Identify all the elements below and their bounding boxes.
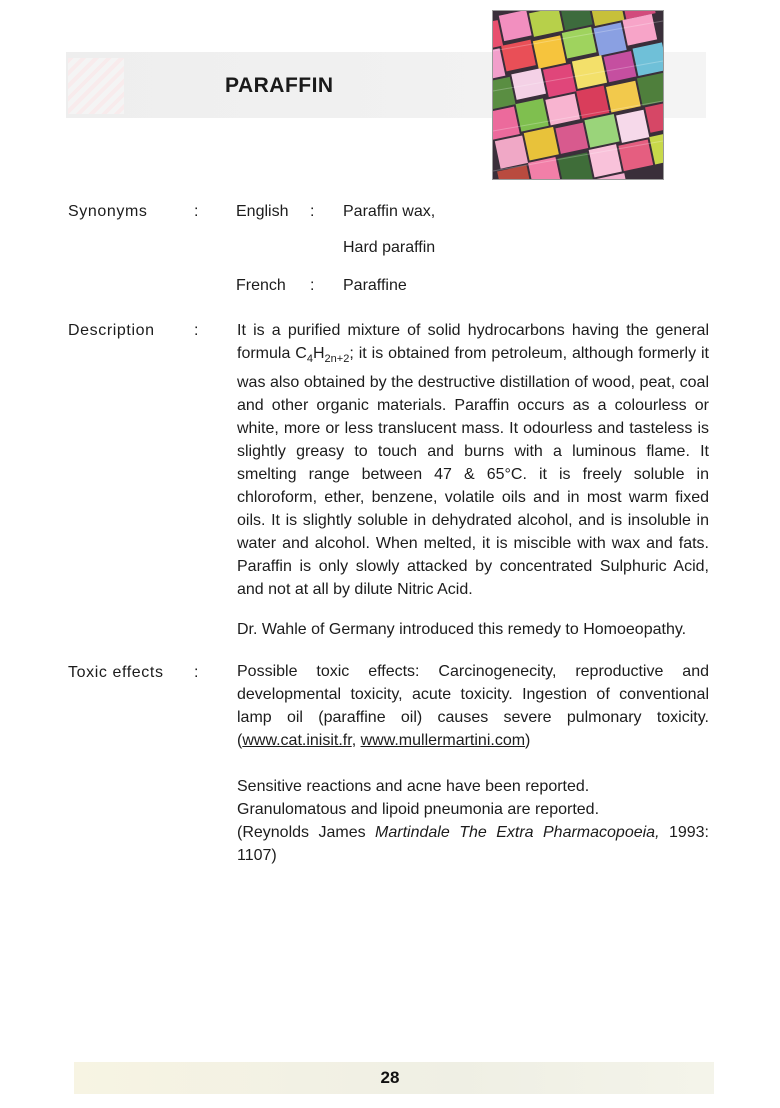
link-mullermartini[interactable]: www.mullermartini.com: [360, 732, 526, 749]
description-history: Dr. Wahle of Germany introduced this remedy to Homoeopathy.: [237, 621, 687, 638]
formula-subscript: 4: [306, 353, 313, 366]
formula-hydrogen: H: [312, 345, 325, 362]
toxic-line: Sensitive reactions and acne have been reported.: [237, 778, 590, 795]
link-open: (: [237, 732, 243, 749]
english-synonym: Hard paraffin: [343, 239, 436, 256]
english-label: English: [236, 203, 289, 220]
synonyms-colon: :: [194, 203, 199, 220]
reference-author: (Reynolds James: [237, 824, 376, 841]
toxic-effects-label: Toxic effects: [68, 664, 164, 681]
english-synonym: Paraffin wax,: [343, 203, 436, 220]
description-label: Description: [68, 322, 155, 339]
toxic-effects-colon: :: [194, 664, 199, 681]
toxic-effects-paragraph: [237, 660, 709, 752]
header-decoration: [68, 58, 124, 114]
page-title: PARAFFIN: [225, 74, 334, 97]
link-close: ): [525, 732, 531, 749]
french-synonym: Paraffine: [343, 277, 407, 294]
french-separator: :: [310, 277, 315, 294]
link-cat-inisit[interactable]: www.cat.inisit.fr: [242, 732, 352, 749]
paraffin-wax-image: [492, 10, 664, 180]
french-label: French: [236, 277, 286, 294]
link-separator: ,: [351, 732, 361, 749]
reference-year: 1993: 1107): [237, 824, 709, 864]
description-text: ; it is obtained from petroleum, although formerly it was also obtained by the destructive distillation of wood, peat, coal and other organic materials. Paraffin occurs as a colourless or white, more or less translucent mass. It odourless and tasteless is slightly greasy to touch and burns with a luminous flame. It smelting range between 47 & 65°C. it is freely soluble in chloroform, ether, benzene, volatile oils and in most warm fixed oils. It is slightly soluble in dehydrated alcohol, and is insoluble in water and alcohol. When melted, it is miscible with wax and fats. Paraffin is only slowly attacked by concentrated Sulphuric Acid, and not at all by dilute Nitric Acid.: [237, 345, 710, 599]
description-paragraph: [237, 319, 709, 601]
formula-subscript: 2n+2: [324, 353, 350, 366]
wax-cubes-illustration: [493, 11, 663, 179]
reference-paragraph: [237, 821, 709, 867]
page-number: 28: [380, 1068, 400, 1087]
toxic-reactions-paragraph: [237, 775, 709, 821]
description-colon: :: [194, 322, 199, 339]
synonyms-label: Synonyms: [68, 203, 148, 220]
reference-title: Martindale The Extra Pharmacopoeia,: [375, 824, 660, 841]
toxic-line: Granulomatous and lipoid pneumonia are reported.: [237, 801, 600, 818]
toxic-text: Possible toxic effects: Carcinogenecity, reproductive and developmental toxicity, acute toxicity. Ingestion of conventional lamp oil (paraffine oil) causes severe pulmonary toxicity.: [237, 663, 709, 726]
description-text: It is a purified mixture of solid hydrocarbons having the general formula C: [237, 322, 709, 362]
english-separator: :: [310, 203, 315, 220]
